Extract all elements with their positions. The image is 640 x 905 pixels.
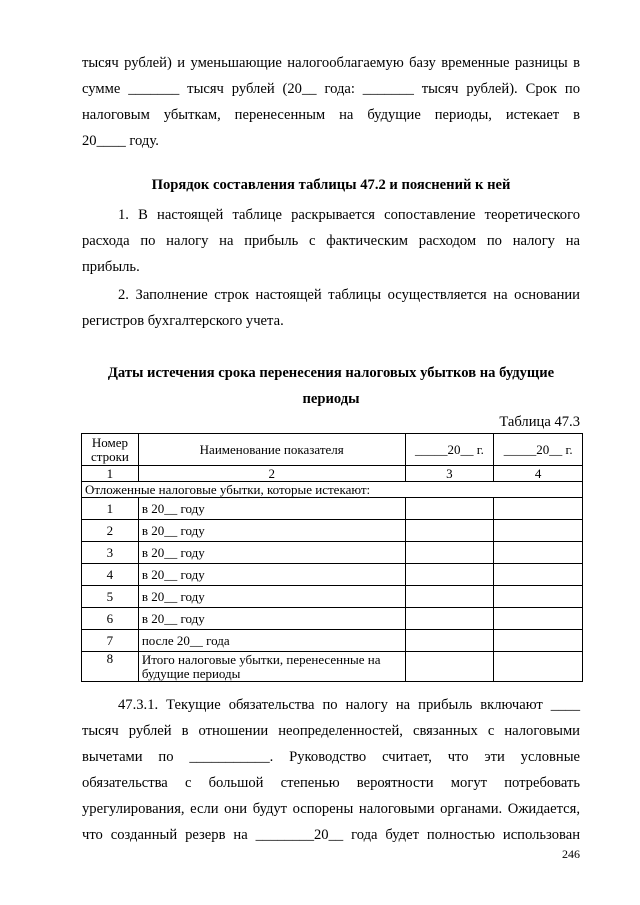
column-number: 2 — [138, 466, 405, 482]
text-line: налоговым убыткам, перенесенным на будущие периоды, истекает в — [82, 107, 580, 123]
text-line: 2. Заполнение строк настоящей таблицы осуществляется на основании — [118, 287, 580, 303]
row-number: 5 — [82, 586, 139, 608]
value-cell — [494, 630, 583, 652]
table-row — [82, 652, 583, 682]
table-label: Таблица 47.3 — [499, 414, 580, 430]
section-47-3-1-paragraph — [82, 692, 580, 848]
row-name: в 20__ году — [138, 608, 405, 630]
value-cell — [405, 608, 494, 630]
text-line: тысяч рублей) и уменьшающие налогооблагаемую базу временные разницы в — [82, 55, 580, 71]
column-number-row — [82, 466, 583, 482]
table-row — [82, 542, 583, 564]
value-cell — [494, 498, 583, 520]
text-line: 20____ году. — [82, 133, 159, 149]
table-row — [82, 608, 583, 630]
section-47-2-paragraph-1 — [82, 202, 580, 280]
value-cell — [494, 652, 583, 682]
text-line: вычетами по ___________. Руководство считает, что эти условные — [82, 749, 580, 765]
text-line: что созданный резерв на ________20__ года будет полностью использован — [82, 827, 580, 843]
column-number: 4 — [494, 466, 583, 482]
row-number: 6 — [82, 608, 139, 630]
page-number: 246 — [562, 847, 580, 861]
table-row — [82, 586, 583, 608]
text-line: тысяч рублей в отношении неопределенностей, связанных с налоговыми — [82, 723, 580, 739]
header-indicator-name: Наименование показателя — [138, 434, 405, 466]
value-cell — [405, 520, 494, 542]
text-line: обязательства с большой степенью вероятности могут потребовать — [82, 775, 580, 791]
row-name: Итого налоговые убытки, перенесенные на будущие периоды — [138, 652, 405, 682]
row-name: в 20__ году — [138, 520, 405, 542]
column-number: 1 — [82, 466, 139, 482]
column-number: 3 — [405, 466, 494, 482]
top-paragraph — [82, 50, 580, 154]
row-name: в 20__ году — [138, 542, 405, 564]
row-name: в 20__ году — [138, 586, 405, 608]
row-number: 2 — [82, 520, 139, 542]
text-line: 1. В настоящей таблице раскрывается сопоставление теоретического — [118, 207, 580, 223]
text-line: 47.3.1. Текущие обязательства по налогу на прибыль включают ____ — [118, 697, 580, 713]
table-47-3 — [81, 433, 583, 682]
header-year-1: _____20__ г. — [405, 434, 494, 466]
group-row-label: Отложенные налоговые убытки, которые истекают: — [82, 482, 583, 498]
value-cell — [494, 564, 583, 586]
table-row — [82, 630, 583, 652]
value-cell — [405, 630, 494, 652]
text-line: сумме _______ тысяч рублей (20__ года: _______ тысяч рублей). Срок по — [82, 81, 580, 97]
row-number: 7 — [82, 630, 139, 652]
section-47-2-paragraph-2 — [82, 282, 580, 334]
section-heading-47-2: Порядок составления таблицы 47.2 и пояснений к ней — [151, 177, 511, 193]
group-row — [82, 482, 583, 498]
table-47-3-heading-line-2: периоды — [302, 391, 360, 407]
table-header-row — [82, 434, 583, 466]
row-number: 8 — [82, 652, 139, 682]
table-47-3-heading-line-1: Даты истечения срока перенесения налоговых убытков на будущие — [107, 365, 555, 381]
text-line: урегулирования, если они будут оспорены налоговыми органами. Ожидается, — [82, 801, 580, 817]
row-name: после 20__ года — [138, 630, 405, 652]
table-row — [82, 564, 583, 586]
header-year-2: _____20__ г. — [494, 434, 583, 466]
text-line: регистров бухгалтерского учета. — [82, 313, 284, 329]
text-line: прибыль. — [82, 259, 140, 275]
value-cell — [405, 542, 494, 564]
table-row — [82, 498, 583, 520]
text-line: расхода по налогу на прибыль с фактическим расходом по налогу на — [82, 233, 580, 249]
value-cell — [405, 564, 494, 586]
row-number: 1 — [82, 498, 139, 520]
value-cell — [494, 608, 583, 630]
value-cell — [405, 586, 494, 608]
row-number: 4 — [82, 564, 139, 586]
row-name: в 20__ году — [138, 564, 405, 586]
value-cell — [405, 498, 494, 520]
value-cell — [494, 542, 583, 564]
value-cell — [494, 520, 583, 542]
row-number: 3 — [82, 542, 139, 564]
header-row-number: Номер строки — [82, 434, 139, 466]
row-name: в 20__ году — [138, 498, 405, 520]
table-row — [82, 520, 583, 542]
value-cell — [405, 652, 494, 682]
value-cell — [494, 586, 583, 608]
